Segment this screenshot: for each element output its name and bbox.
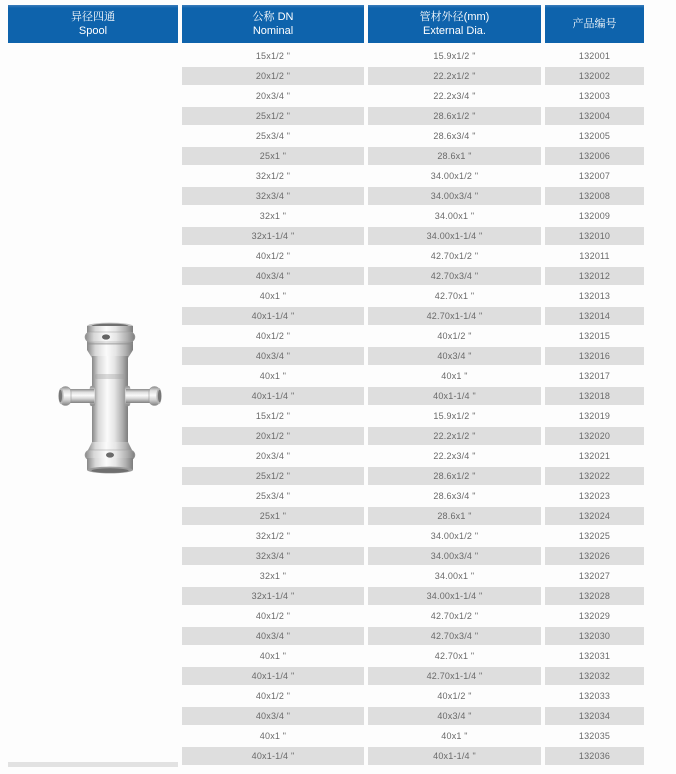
table-row	[182, 506, 644, 526]
product-code-cell: 132033	[578, 691, 611, 701]
external-dia-cell: 22.2x1/2 "	[368, 67, 541, 85]
nominal-cell: 20x1/2 "	[182, 67, 364, 85]
external-dia-cell: 28.6x3/4 "	[433, 131, 476, 141]
table-row	[182, 126, 644, 146]
external-dia-cell: 40x1-1/4 "	[368, 387, 541, 405]
product-code-cell: 132009	[578, 211, 611, 221]
nominal-cell: 40x1 "	[259, 651, 287, 661]
product-code-cell: 132017	[578, 371, 611, 381]
product-code-cell: 132014	[545, 307, 644, 325]
table-row	[182, 46, 644, 66]
product-code-cell: 132005	[578, 131, 611, 141]
external-dia-cell: 22.2x1/2 "	[368, 427, 541, 445]
nominal-cell: 32x1-1/4 "	[182, 587, 364, 605]
nominal-cell: 40x1 "	[259, 731, 287, 741]
table-row	[182, 106, 644, 126]
nominal-cell: 40x1-1/4 "	[182, 387, 364, 405]
external-dia-cell: 42.70x1/2 "	[430, 251, 479, 261]
table-row	[182, 406, 644, 426]
product-code-cell: 132023	[578, 491, 611, 501]
external-dia-cell: 22.2x3/4 "	[433, 91, 476, 101]
product-code-cell: 132024	[545, 507, 644, 525]
product-code-cell: 132003	[578, 91, 611, 101]
product-code-cell: 132029	[578, 611, 611, 621]
table-row	[182, 486, 644, 506]
table-row	[182, 466, 644, 486]
external-dia-cell: 40x1/2 "	[437, 331, 472, 341]
nominal-cell: 40x1/2 "	[255, 251, 291, 261]
external-dia-cell: 34.00x1/2 "	[430, 531, 479, 541]
table-body	[182, 46, 644, 766]
external-dia-cell: 42.70x1 "	[434, 651, 475, 661]
nominal-cell: 25x1 "	[182, 147, 364, 165]
table-row	[182, 446, 644, 466]
external-dia-cell: 42.70x1-1/4 "	[368, 307, 541, 325]
product-image-cell	[8, 46, 178, 762]
nominal-cell: 25x3/4 "	[255, 491, 291, 501]
product-code-cell: 132026	[545, 547, 644, 565]
table-row	[182, 706, 644, 726]
external-dia-cell: 34.00x1 "	[434, 211, 475, 221]
product-code-cell: 132032	[545, 667, 644, 685]
table-row	[182, 606, 644, 626]
table-row	[182, 546, 644, 566]
product-code-cell: 132010	[545, 227, 644, 245]
header-product-code-zh: 产品编号	[572, 18, 617, 30]
table-row	[182, 186, 644, 206]
nominal-cell: 25x1/2 "	[182, 107, 364, 125]
product-code-cell: 132020	[545, 427, 644, 445]
external-dia-cell: 22.2x3/4 "	[433, 451, 476, 461]
table-row	[182, 346, 644, 366]
external-dia-cell: 34.00x3/4 "	[368, 547, 541, 565]
product-code-cell: 132016	[545, 347, 644, 365]
external-dia-cell: 28.6x1/2 "	[368, 467, 541, 485]
product-code-cell: 132019	[578, 411, 611, 421]
external-dia-cell: 42.70x1 "	[434, 291, 475, 301]
table-row	[182, 586, 644, 606]
external-dia-cell: 40x1 "	[441, 371, 468, 381]
external-dia-cell: 15.9x1/2 "	[433, 51, 476, 61]
table-row	[182, 206, 644, 226]
header-external-dia-en: External Dia.	[423, 25, 486, 37]
nominal-cell: 40x1/2 "	[255, 331, 291, 341]
external-dia-cell: 40x3/4 "	[368, 707, 541, 725]
product-code-cell: 132004	[545, 107, 644, 125]
table-row	[182, 526, 644, 546]
table-row	[182, 66, 644, 86]
external-dia-cell: 28.6x1 "	[368, 147, 541, 165]
external-dia-cell: 34.00x1-1/4 "	[368, 587, 541, 605]
product-code-cell: 132002	[545, 67, 644, 85]
product-code-cell: 132022	[545, 467, 644, 485]
product-code-cell: 132030	[545, 627, 644, 645]
product-code-cell: 132018	[545, 387, 644, 405]
header-nominal	[182, 5, 364, 43]
product-code-cell: 132011	[579, 251, 610, 261]
table-row	[182, 286, 644, 306]
table-row	[182, 686, 644, 706]
header-nominal-en: Nominal	[252, 25, 294, 37]
nominal-cell: 40x3/4 "	[182, 267, 364, 285]
table-row	[182, 166, 644, 186]
table-row	[182, 146, 644, 166]
nominal-cell: 40x1/2 "	[255, 691, 291, 701]
table-row	[182, 86, 644, 106]
product-code-cell: 132021	[578, 451, 611, 461]
nominal-cell: 20x3/4 "	[255, 91, 291, 101]
header-product-code	[545, 5, 644, 43]
product-code-cell: 132013	[578, 291, 611, 301]
nominal-cell: 32x1/2 "	[255, 531, 291, 541]
nominal-cell: 40x1-1/4 "	[182, 307, 364, 325]
external-dia-cell: 34.00x3/4 "	[368, 187, 541, 205]
table-row	[182, 266, 644, 286]
product-code-cell: 132006	[545, 147, 644, 165]
header-spool-en: Spool	[78, 25, 108, 37]
nominal-cell: 15x1/2 "	[255, 411, 291, 421]
header-external-dia-zh: 管材外径(mm)	[419, 11, 490, 23]
table-row	[182, 666, 644, 686]
nominal-cell: 40x1-1/4 "	[182, 747, 364, 765]
table-row	[182, 726, 644, 746]
table-row	[182, 326, 644, 346]
nominal-cell: 40x1/2 "	[255, 611, 291, 621]
table-row	[182, 646, 644, 666]
table-row	[182, 306, 644, 326]
table-row	[182, 366, 644, 386]
header-spool-zh: 异径四通	[71, 11, 115, 23]
external-dia-cell: 34.00x1-1/4 "	[368, 227, 541, 245]
external-dia-cell: 42.70x1/2 "	[430, 611, 479, 621]
nominal-cell: 20x1/2 "	[182, 427, 364, 445]
product-code-cell: 132025	[578, 531, 611, 541]
nominal-cell: 40x3/4 "	[182, 347, 364, 365]
nominal-cell: 40x1 "	[259, 291, 287, 301]
external-dia-cell: 42.70x3/4 "	[368, 267, 541, 285]
external-dia-cell: 28.6x3/4 "	[433, 491, 476, 501]
external-dia-cell: 28.6x1/2 "	[368, 107, 541, 125]
nominal-cell: 32x1 "	[259, 571, 287, 581]
external-dia-cell: 42.70x3/4 "	[368, 627, 541, 645]
product-code-cell: 132031	[578, 651, 611, 661]
nominal-cell: 25x1/2 "	[182, 467, 364, 485]
external-dia-cell: 15.9x1/2 "	[433, 411, 476, 421]
table-row	[182, 226, 644, 246]
table-row	[182, 566, 644, 586]
table-row	[182, 246, 644, 266]
nominal-cell: 32x1 "	[259, 211, 287, 221]
external-dia-cell: 42.70x1-1/4 "	[368, 667, 541, 685]
product-code-cell: 132007	[578, 171, 611, 181]
product-code-cell: 132034	[545, 707, 644, 725]
table-row	[182, 746, 644, 766]
nominal-cell: 15x1/2 "	[255, 51, 291, 61]
external-dia-cell: 40x1/2 "	[437, 691, 472, 701]
header-nominal-zh: 公称 DN	[252, 11, 294, 23]
product-code-cell: 132015	[578, 331, 611, 341]
nominal-cell: 40x1-1/4 "	[182, 667, 364, 685]
nominal-cell: 32x1-1/4 "	[182, 227, 364, 245]
nominal-cell: 40x1 "	[259, 371, 287, 381]
table-row	[182, 626, 644, 646]
nominal-cell: 32x3/4 "	[182, 547, 364, 565]
header-external-dia	[368, 5, 541, 43]
external-dia-cell: 34.00x1/2 "	[430, 171, 479, 181]
nominal-cell: 32x1/2 "	[255, 171, 291, 181]
product-code-cell: 132035	[578, 731, 611, 741]
table-row	[182, 426, 644, 446]
external-dia-cell: 40x1-1/4 "	[368, 747, 541, 765]
product-code-cell: 132012	[545, 267, 644, 285]
product-code-cell: 132036	[545, 747, 644, 765]
external-dia-cell: 40x3/4 "	[368, 347, 541, 365]
nominal-cell: 25x3/4 "	[255, 131, 291, 141]
spool-fitting-image	[54, 320, 166, 476]
external-dia-cell: 40x1 "	[441, 731, 468, 741]
nominal-cell: 20x3/4 "	[255, 451, 291, 461]
product-code-cell: 132027	[578, 571, 611, 581]
nominal-cell: 32x3/4 "	[182, 187, 364, 205]
spool-cell-bottom-border	[8, 762, 178, 767]
table-row	[182, 386, 644, 406]
external-dia-cell: 28.6x1 "	[368, 507, 541, 525]
header-spool	[8, 5, 178, 43]
external-dia-cell: 34.00x1 "	[434, 571, 475, 581]
nominal-cell: 25x1 "	[182, 507, 364, 525]
product-code-cell: 132028	[545, 587, 644, 605]
nominal-cell: 40x3/4 "	[182, 707, 364, 725]
product-code-cell: 132008	[545, 187, 644, 205]
nominal-cell: 40x3/4 "	[182, 627, 364, 645]
product-code-cell: 132001	[578, 51, 611, 61]
